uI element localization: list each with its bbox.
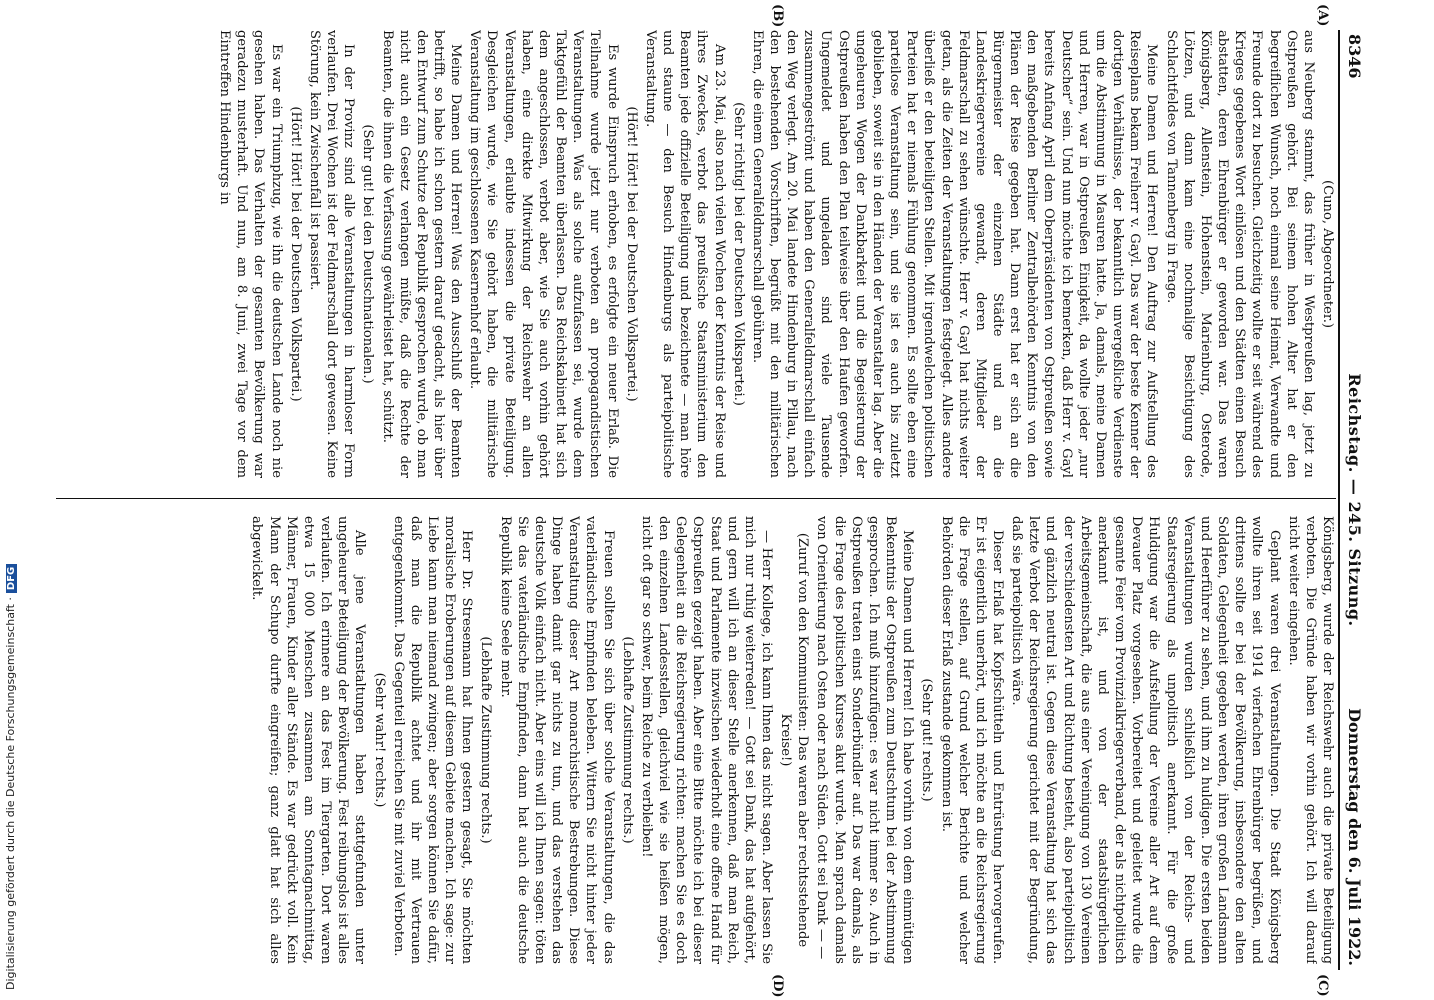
right-column (46, 516, 1336, 964)
interjection: (Hört! Hört! bei der Deutschen Volkspartei.) (623, 106, 639, 402)
interjection: (Sehr richtig! bei der Deutschen Volkspartei.) (730, 102, 746, 406)
paragraph: Meine Damen und Herren! Den Auftrag zur Aufstellung des Reiseplans bekam Freiherr v. Gayl. Das war der beste Kenner der dortigen Verhältnisse, der bekanntlich unvergeßliche Verdienste um die Abstimmung in Masuren hatte. Ja, damals, meine Damen und Herren, war in Ostpreußen Einigkeit, da wollte jeder „nur Deutscher“ sein. Und nun möchte ich bemerken, daß Herr v. Gayl bereits Anfang April dem Oberpräsidenten von Ostpreußen sowie den maßgebenden Berliner Zentralbehörden Kenntnis von den Plänen der Reise gegeben hat. Dann erst hat er sich an die Bürgermeister der einzelnen Städte und an die Landeskriegervereine gewandt, deren Mitglieder der Feldmarschall zu sehen wünschte. Herr v. Gayl hat nichts weiter getan, als die Zeiten der Veranstaltungen festgelegt. Alles andere überließ er den beteiligten Stellen. Mit irgendwelchen politischen Parteien hat er niemals Fühlung genommen. Es sollte eben eine parteilose Veranstaltung sein, und sie ist es auch bis zuletzt geblieben, soweit sie in den Händen der Veranstalter lag. Aber die ungeheuren Wogen der Dankbarkeit und die Begeisterung der Ostpreußen haben den Plan teilweise über den Haufen geworfen. Ungemeldet und ungeladen sind viele Tausende zusammengeströmt und haben den Generalfeldmarschall einfach den Weg verlegt. Am 20. Mai landete Hindenburg in Pillau, nach den bestehenden Vorschriften, begrüßt mit den militärischen Ehren, die einem Generalfeldmarschall gebühren. (749, 30, 1160, 478)
digitization-credit (4, 564, 17, 990)
paragraph: — Herr Kollege, ich kann Ihnen das nicht sagen. Aber lassen Sie mich nur ruhig weiterreden! — Gott sei Dank, das hat aufgehört, und gern will ich an dieser Stelle anerkennen, daß man Reich, Staat und Parlamente inzwischen wiederholt eine offene Hand für Ostpreußen gezeigt haben. Aber eine Bitte möchte ich bei dieser Gelegenheit an die Reichsregierung richten: machen Sie es doch den einzelnen Landesstellen, gleichviel wie sie heißen mögen, nicht oft gar so schwer, beim Reiche zu verbleiben! (638, 516, 774, 964)
paragraph: Es war ein Triumphzug, wie ihn die deutschen Lande noch nie gesehen haben. Das Verhalten der gesamten Bevölkerung war geradezu musterhaft. Und nun, am 8. Juni, zwei Tage vor dem Eintreffen Hindenburgs in (217, 30, 284, 478)
paragraph: Am 23. Mai, also nach vielen Wochen der Kenntnis der Reise und ihres Zweckes, verbot das preußische Staatsministerium den Beamten jede offizielle Beteiligung und bezeichnete — man höre und staune — den Besuch Hindenburgs als parteipolitische Veranstaltung. (642, 30, 727, 478)
page-number: 8346 (1345, 34, 1364, 79)
page-title: Reichstag. — 245. Sitzung. (1345, 373, 1364, 627)
interjection: (Lebhafte Zustimmung rechts.) (619, 636, 635, 844)
page-header (1338, 30, 1366, 970)
paragraph: Alle jene Veranstaltungen haben stattgefunden unter ungeheurer Beteiligung der Bevölkerung. Fest reibungslos ist alles verlaufen. Ich erinnere an das Fest im Tiergarten. Dort waren etwa 15 000 Menschen zusammen am Sonntagnachmittag, Männer, Frauen, Kinder aller Stände. Es war gedrückt voll. Kein Mann der Schupo durfte eingreifen; ganz glatt hat sich alles abgewickelt. (249, 516, 368, 964)
paragraph: Herr Dr. Stresemann hat Ihnen gestern gesagt, Sie möchten moralische Eroberungen auf diesem Gebiete machen. Ich sage: zur Liebe kann man niemand zwingen; aber sorgen können Sie dafür, daß man die Republik achtet und ihr mit Vertrauen entgegenkommt. Das Gegenteil erreichen Sie mit zuviel Verboten. (390, 516, 475, 964)
paragraph: Dieser Erlaß hat Kopfschütteln und Entrüstung hervorgerufen. Er ist eigentlich unerhört, und ich möchte an die Reichsregierung die Frage stellen, auf Grund welcher Berichte und welcher Behörden dieser Erlaß zustande gekommen ist. (938, 516, 1006, 964)
paragraph: Freuen sollten Sie sich über solche Veranstaltungen, die das vaterländische Empfinden beleben. Wittern Sie nicht hinter jeder Veranstaltung dieser Art monarchistische Bestrebungen. Diese Dinge haben damit gar nichts zu tun, und das verstehen das deutsche Volk einfach nicht. Aber eins will ich Ihnen sagen: töten Sie das vaterländische Empfinden, dann hat auch die deutsche Republik keine Seele mehr. (497, 516, 616, 964)
document-page (10, 4, 1370, 998)
paragraph: Es wurde Einspruch erhoben, es erfolgte ein neuer Erlaß. Die Teilnahme wurde jetzt nur verboten an propagandistischen Veranstaltungen. Was als solche aufzufassen sei, wurde dem Taktgefühl der Beamten überlassen. Das Reichskabinett hat sich dem angeschlossen, verbot aber, wie Sie auch vorhin gehört haben, eine direkte Mitwirkung der Reichswehr an allen Veranstaltungen, erlaubte indessen die private Beteiligung. Desgleichen wurde, wie Sie gehört haben, die militärische Veranstaltung im geschlossenen Kasernenhof erlaubt. (467, 30, 620, 478)
interjection: (Sehr gut! bei den Deutschnationalen.) (360, 124, 376, 384)
dfg-logo: DFG (6, 564, 17, 593)
credit-text: Digitalisierung gefördert durch die Deutsche Forschungsgemeinschaft · (4, 597, 17, 990)
paragraph: aus Neuberg stammt, das früher in Westpreußen lag, jetzt zu Ostpreußen gehört. Bei seinem hohen Alter hat er den begreiflichen Wunsch, noch einmal seine Heimat, Verwandte und Freunde dort zu besuchen. Gleichzeitig wollte er seit während des Krieges gegebenes Wort einlösen und den Städten einen Besuch abstatten, deren Ehrenbürger er geworden war. Das waren Königsberg, Allenstein, Hohenstein, Marienburg, Osterode, Lötzen, und dann kam eine nochmalige Besichtigung des Schlachtfeldes von Tannenberg in Frage. (1163, 30, 1316, 478)
paragraph: Königsberg, wurde der Reichswehr auch die private Beteiligung verboten. Die Gründe haben wir vorhin gehört. Ich will darauf nicht weiter eingehen. (1285, 516, 1335, 964)
interjection: (Hört! Hört! bei der Deutschen Volkspartei.) (287, 106, 303, 402)
interjection: (Sehr gut! rechts.) (919, 678, 935, 802)
speaker-label: (Cuno, Abgeordneter.) (1320, 180, 1335, 328)
session-date: Donnerstag den 6. Juli 1922. (1345, 708, 1364, 966)
interjection: (Zuruf von den Kommunisten: Das waren aber rechtsstehende Kreise!) (778, 532, 811, 948)
paragraph: In der Provinz sind alle Veranstaltungen in harmloser Form verlaufen. Drei Wochen ist der Feldmarschall dort gewesen. Keine Störung, kein Zwischenfall ist passiert. (306, 30, 357, 478)
margin-marker-b: (B) (770, 4, 785, 28)
margin-marker-a: (A) (1315, 4, 1330, 27)
column-divider (56, 498, 1336, 499)
paragraph: Meine Damen und Herren! Was den Ausschluß der Beamten betrifft, so habe ich schon gestern darauf gedacht, als hier über den Entwurf zum Schutze der Republik gesprochen wurde, ob man nicht auch ein Gesetz verlangen müßte, daß die Rechte der Beamten, die ihnen die Verfassung gewährleistet hat, schützt. (379, 30, 464, 478)
margin-marker-d: (D) (770, 974, 785, 998)
interjection: (Lebhafte Zustimmung rechts.) (478, 636, 494, 844)
interjection: (Sehr wahr! rechts.) (371, 672, 387, 808)
rotated-page-frame (10, 0, 1370, 1000)
paragraph: Meine Damen und Herren! Ich habe vorhin von dem einmütigen Bekenntnis der Ostpreußen zum Deutschtum bei der Abstimmung gesprochen. Ich muß hinzufügen: es war nicht immer so. Auch in Ostpreußen traten einst Sonderbündler auf. Das war damals, als die Frage des politischen Kurses akut wurde. Man sprach damals von Orientierung nach Osten oder nach Süden. Gott sei Dank — — (814, 516, 916, 964)
margin-marker-c: (C) (1315, 974, 1330, 997)
paragraph: Geplant waren drei Veranstaltungen. Die Stadt Königsberg wollte ihren seit 1914 vierfachen Ehrenbürger begrüßen, und drittens sollte er bei der Bevölkerung, insbesondere den alten Soldaten, Gelegenheit gegeben werden, ihren großen Landsmann und Heerführer zu sehen, und ihm zu huldigen. Die ersten beiden Veranstaltungen wurden schließlich von der Reichs- und Staatsregierung als unpolitisch anerkannt. Für die große Huldigung war die Aufstellung der Vereine aller Art auf dem Devauer Platz vorgesehen. Vorbereitet und geleitet wurde die gesamte Feier vom Provinzialkriegerverband, der als nichtpolitisch anerkannt ist, und von der staatsbürgerlichen Arbeitsgemeinschaft, die aus einer Vereinigung von 130 Vereinen der verschiedensten Art und Richtung besteht, also parteipolitisch und gänzlich neutral ist. Gegen diese Veranstaltung hat sich das letzte Verbot der Reichsregierung gerichtet mit der Begründung, daß sie parteipolitisch wäre. (1009, 516, 1282, 964)
left-column (46, 30, 1336, 478)
